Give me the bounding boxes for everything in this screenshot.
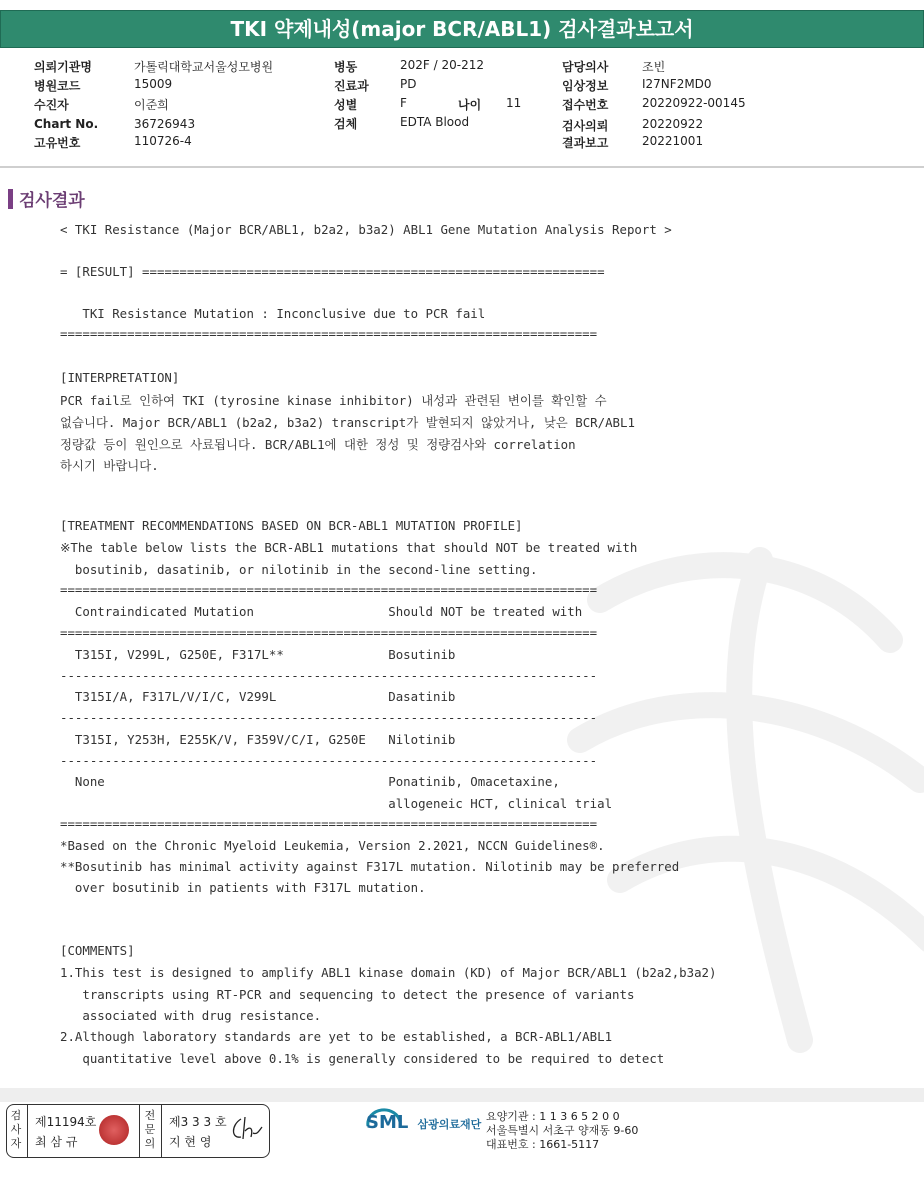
interpretation-text: 하시기 바랍니다. (60, 458, 159, 473)
address-line: 대표번호 : 1661-5117 (486, 1138, 600, 1151)
header-divider (0, 166, 924, 168)
inspector-name: 최 삼 규 (35, 1135, 78, 1149)
info-label: 고유번호 (34, 136, 81, 150)
info-value: 20220922 (642, 117, 704, 131)
comments-header: [COMMENTS] (60, 943, 135, 958)
divider-line: ======================================================================== (60, 326, 598, 341)
comment-text: 2.Although laboratory standards are yet to be established, a BCR-ABL1/ABL1 (60, 1029, 613, 1044)
info-value: I27NF2MD0 (642, 77, 712, 91)
info-label: 임상정보 (562, 79, 609, 93)
info-value: 15009 (134, 77, 173, 91)
info-label: Chart No. (34, 117, 99, 131)
section-accent-bar (8, 189, 13, 209)
info-label: 수진자 (34, 98, 69, 112)
info-label: 검체 (334, 117, 358, 131)
divider-line: ------------------------------------------------------------------------ (60, 668, 598, 683)
table-row-continued: allogeneic HCT, clinical trial (60, 796, 613, 811)
report-title: TKI 약제내성(major BCR/ABL1) 검사결과보고서 (0, 10, 924, 48)
info-value: EDTA Blood (400, 115, 470, 129)
table-row: None Ponatinib, Omacetaxine, (60, 774, 560, 789)
org-name: 삼광의료재단 (417, 1118, 482, 1131)
treatment-header: [TREATMENT RECOMMENDATIONS BASED ON BCR-ABL1 MUTATION PROFILE] (60, 518, 523, 533)
table-row: T315I, Y253H, E255K/V, F359V/C/I, G250E Nilotinib (60, 732, 456, 747)
interpretation-text: PCR fail로 인하여 TKI (tyrosine kinase inhibitor) 내성과 관련된 변이를 확인할 수 (60, 393, 607, 408)
address-line: 요양기관 : 1 1 3 6 5 2 0 0 (486, 1110, 620, 1123)
report-heading: < TKI Resistance (Major BCR/ABL1, b2a2, b3a2) ABL1 Gene Mutation Analysis Report > (60, 222, 672, 237)
table-header-row: Contraindicated Mutation Should NOT be treated with (60, 604, 583, 619)
info-value: 20221001 (642, 134, 704, 148)
sml-logo (366, 1112, 481, 1133)
treatment-note: ※The table below lists the BCR-ABL1 mutations that should NOT be treated with (60, 540, 638, 555)
comment-text: associated with drug resistance. (60, 1008, 322, 1023)
info-label: 검사의뢰 (562, 119, 609, 133)
info-label: 결과보고 (562, 136, 609, 150)
info-value: 조빈 (642, 60, 666, 74)
signature-box (6, 1104, 270, 1158)
treatment-note: bosutinib, dasatinib, or nilotinib in the second-line setting. (60, 562, 538, 577)
divider-line: ======================================================================== (60, 582, 598, 597)
info-label: 성별 (334, 98, 358, 112)
info-label: 나이 (458, 98, 482, 112)
logo-text: SML (366, 1112, 409, 1133)
table-row: T315I/A, F317L/V/I/C, V299L Dasatinib (60, 689, 456, 704)
interpretation-text: 없습니다. Major BCR/ABL1 (b2a2, b3a2) transcript가 발현되지 않았거나, 낮은 BCR/ABL1 (60, 415, 635, 430)
divider-line: ======================================================================== (60, 625, 598, 640)
info-value: 110726-4 (134, 134, 192, 148)
signature-separator (139, 1105, 140, 1157)
section-title-text: 검사결과 (19, 191, 85, 211)
inspector-label: 검사자 (10, 1109, 22, 1150)
info-value: 202F / 20-212 (400, 58, 484, 72)
inspector-number: 제11194호 (35, 1115, 97, 1129)
reviewer-number: 제3 3 3 호 (169, 1115, 227, 1129)
interpretation-header: [INTERPRETATION] (60, 370, 180, 385)
info-label: 접수번호 (562, 98, 609, 112)
info-label: 진료과 (334, 79, 369, 93)
info-label: 담당의사 (562, 60, 609, 74)
footnote: *Based on the Chronic Myeloid Leukemia, Version 2.2021, NCCN Guidelines®. (60, 838, 605, 853)
section-title (8, 186, 85, 211)
comment-text: quantitative level above 0.1% is generally considered to be required to detect (60, 1051, 665, 1066)
info-label: 병동 (334, 60, 358, 74)
info-label: 의뢰기관명 (34, 60, 92, 74)
table-row: T315I, V299L, G250E, F317L** Bosutinib (60, 647, 456, 662)
info-value: 36726943 (134, 117, 196, 131)
handwritten-signature-icon (229, 1115, 263, 1145)
footnote: **Bosutinib has minimal activity against F317L mutation. Nilotinib may be preferred (60, 859, 680, 874)
seal-stamp-icon (99, 1115, 129, 1145)
info-value: 이준희 (134, 98, 169, 112)
result-value: TKI Resistance Mutation : Inconclusive due to PCR fail (60, 306, 486, 321)
address-line: 서울특별시 서초구 양재동 9-60 (486, 1124, 639, 1137)
reviewer-label: 전문의 (144, 1109, 156, 1150)
reviewer-name: 지 현 영 (169, 1135, 212, 1149)
info-label: 병원코드 (34, 79, 81, 93)
divider-line: ======================================================================== (60, 816, 598, 831)
result-header: = [RESULT] ============================================================== (60, 264, 605, 279)
divider-line: ------------------------------------------------------------------------ (60, 753, 598, 768)
info-value: 11 (506, 96, 522, 110)
signature-separator (161, 1105, 162, 1157)
footnote: over bosutinib in patients with F317L mutation. (60, 880, 426, 895)
interpretation-text: 정량값 등이 원인으로 사료됩니다. BCR/ABL1에 대한 정성 및 정량검사와 correlation (60, 437, 576, 452)
comment-text: 1.This test is designed to amplify ABL1 kinase domain (KD) of Major BCR/ABL1 (b2a2,b3a2) (60, 965, 717, 980)
comment-text: transcripts using RT-PCR and sequencing to detect the presence of variants (60, 987, 635, 1002)
info-value: 가톨릭대학교서울성모병원 (134, 60, 274, 74)
signature-separator (27, 1105, 28, 1157)
divider-line: ------------------------------------------------------------------------ (60, 710, 598, 725)
org-address (486, 1110, 638, 1152)
info-value: PD (400, 77, 417, 91)
info-value: F (400, 96, 407, 110)
info-value: 20220922-00145 (642, 96, 746, 110)
